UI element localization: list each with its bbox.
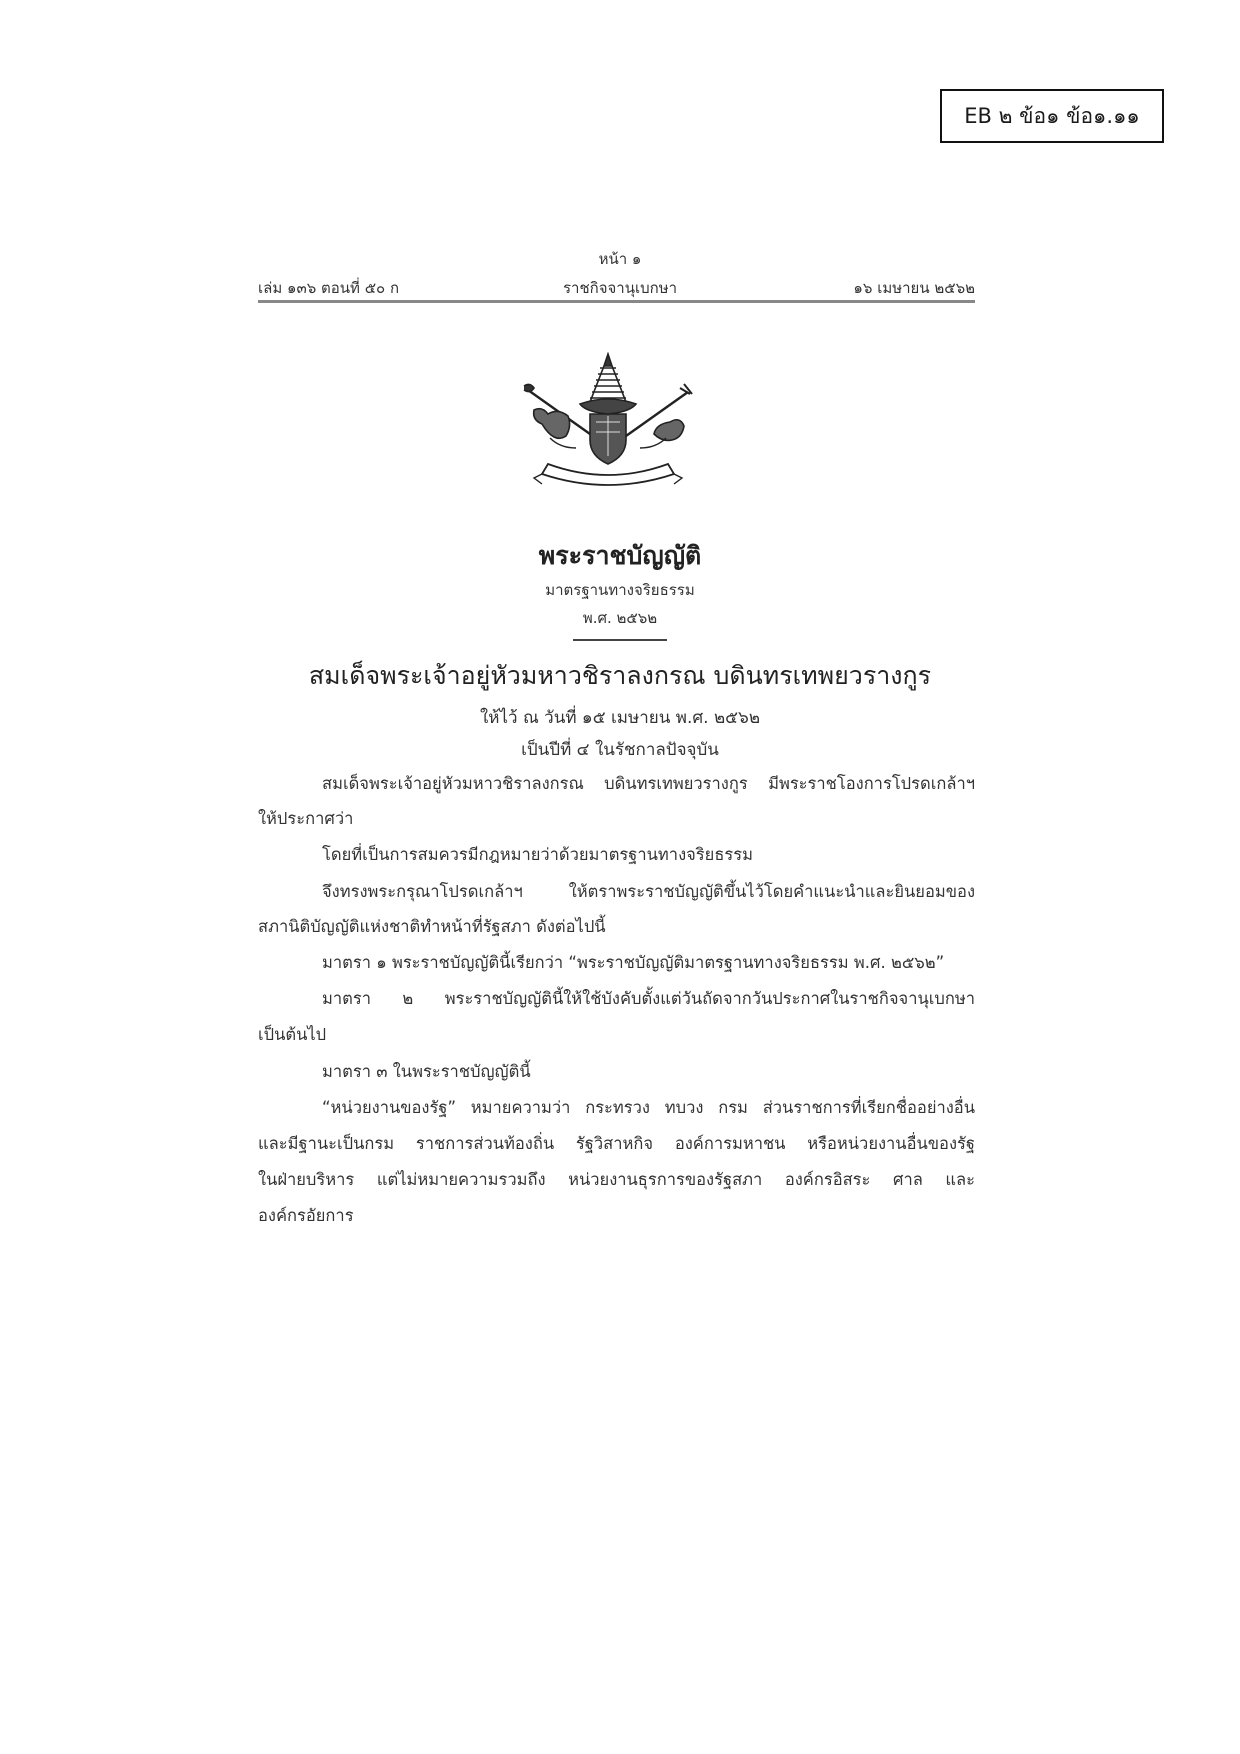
- gazette-date: ๑๖ เมษายน ๒๕๖๒: [853, 279, 975, 297]
- reference-box: EB ๒ ข้อ๑ ข้อ๑.๑๑: [940, 89, 1164, 143]
- rationale-paragraph: โดยที่เป็นการสมควรมีกฎหมายว่าด้วยมาตรฐานทางจริยธรรม: [322, 845, 753, 864]
- gazette-publication-name: ราชกิจจานุเบกษา: [562, 279, 678, 297]
- preamble-line-1: สมเด็จพระเจ้าอยู่หัวมหาวชิราลงกรณ บดินทรเทพยวรางกูร มีพระราชโองการโปรดเกล้าฯ: [322, 774, 975, 793]
- title-divider: [573, 639, 667, 641]
- act-subject: มาตรฐานทางจริยธรรม: [545, 581, 695, 599]
- section-2-line-1: มาตรา ๒ พระราชบัญญัตินี้ให้ใช้บังคับตั้งแต่วันถัดจากวันประกาศในราชกิจจานุเบกษา: [322, 989, 975, 1008]
- reign-year: เป็นปีที่ ๔ ในรัชกาลปัจจุบัน: [521, 740, 719, 760]
- gazette-volume-issue: เล่ม ๑๓๖ ตอนที่ ๕๐ ก: [258, 279, 400, 297]
- definition-line-2: และมีฐานะเป็นกรม ราชการส่วนท้องถิ่น รัฐวิสาหกิจ องค์การมหาชน หรือหน่วยงานอื่นของรัฐ: [258, 1134, 975, 1153]
- given-on-date: ให้ไว้ ณ วันที่ ๑๕ เมษายน พ.ศ. ๒๕๖๒: [479, 708, 761, 728]
- gazette-page-number: หน้า ๑: [598, 250, 642, 268]
- enactment-line-1: จึงทรงพระกรุณาโปรดเกล้าฯ ให้ตราพระราชบัญญัติขึ้นไว้โดยคำแนะนำและยินยอมของ: [322, 882, 975, 901]
- act-title: พระราชบัญญัติ: [538, 541, 702, 570]
- act-year: พ.ศ. ๒๕๖๒: [582, 609, 658, 627]
- definition-line-1: “หน่วยงานของรัฐ” หมายความว่า กระทรวง ทบวง กรม ส่วนราชการที่เรียกชื่ออย่างอื่น: [322, 1098, 975, 1117]
- definition-line-4: องค์กรอัยการ: [258, 1206, 354, 1225]
- enactment-line-2: สภานิติบัญญัติแห่งชาติทำหน้าที่รัฐสภา ดังต่อไปนี้: [258, 917, 606, 936]
- section-3: มาตรา ๓ ในพระราชบัญญัตินี้: [322, 1062, 531, 1081]
- header-divider: [258, 300, 975, 303]
- section-2-line-2: เป็นต้นไป: [258, 1025, 327, 1044]
- section-1: มาตรา ๑ พระราชบัญญัตินี้เรียกว่า “พระราชบัญญัติมาตรฐานทางจริยธรรม พ.ศ. ๒๕๖๒”: [322, 953, 945, 972]
- royal-garuda-emblem-icon: [520, 352, 696, 488]
- king-name: สมเด็จพระเจ้าอยู่หัวมหาวชิราลงกรณ บดินทรเทพยวรางกูร: [308, 661, 932, 690]
- definition-line-3: ในฝ่ายบริหาร แต่ไม่หมายความรวมถึง หน่วยงานธุรการของรัฐสภา องค์กรอิสระ ศาล และ: [258, 1170, 975, 1189]
- preamble-line-2: ให้ประกาศว่า: [258, 809, 354, 828]
